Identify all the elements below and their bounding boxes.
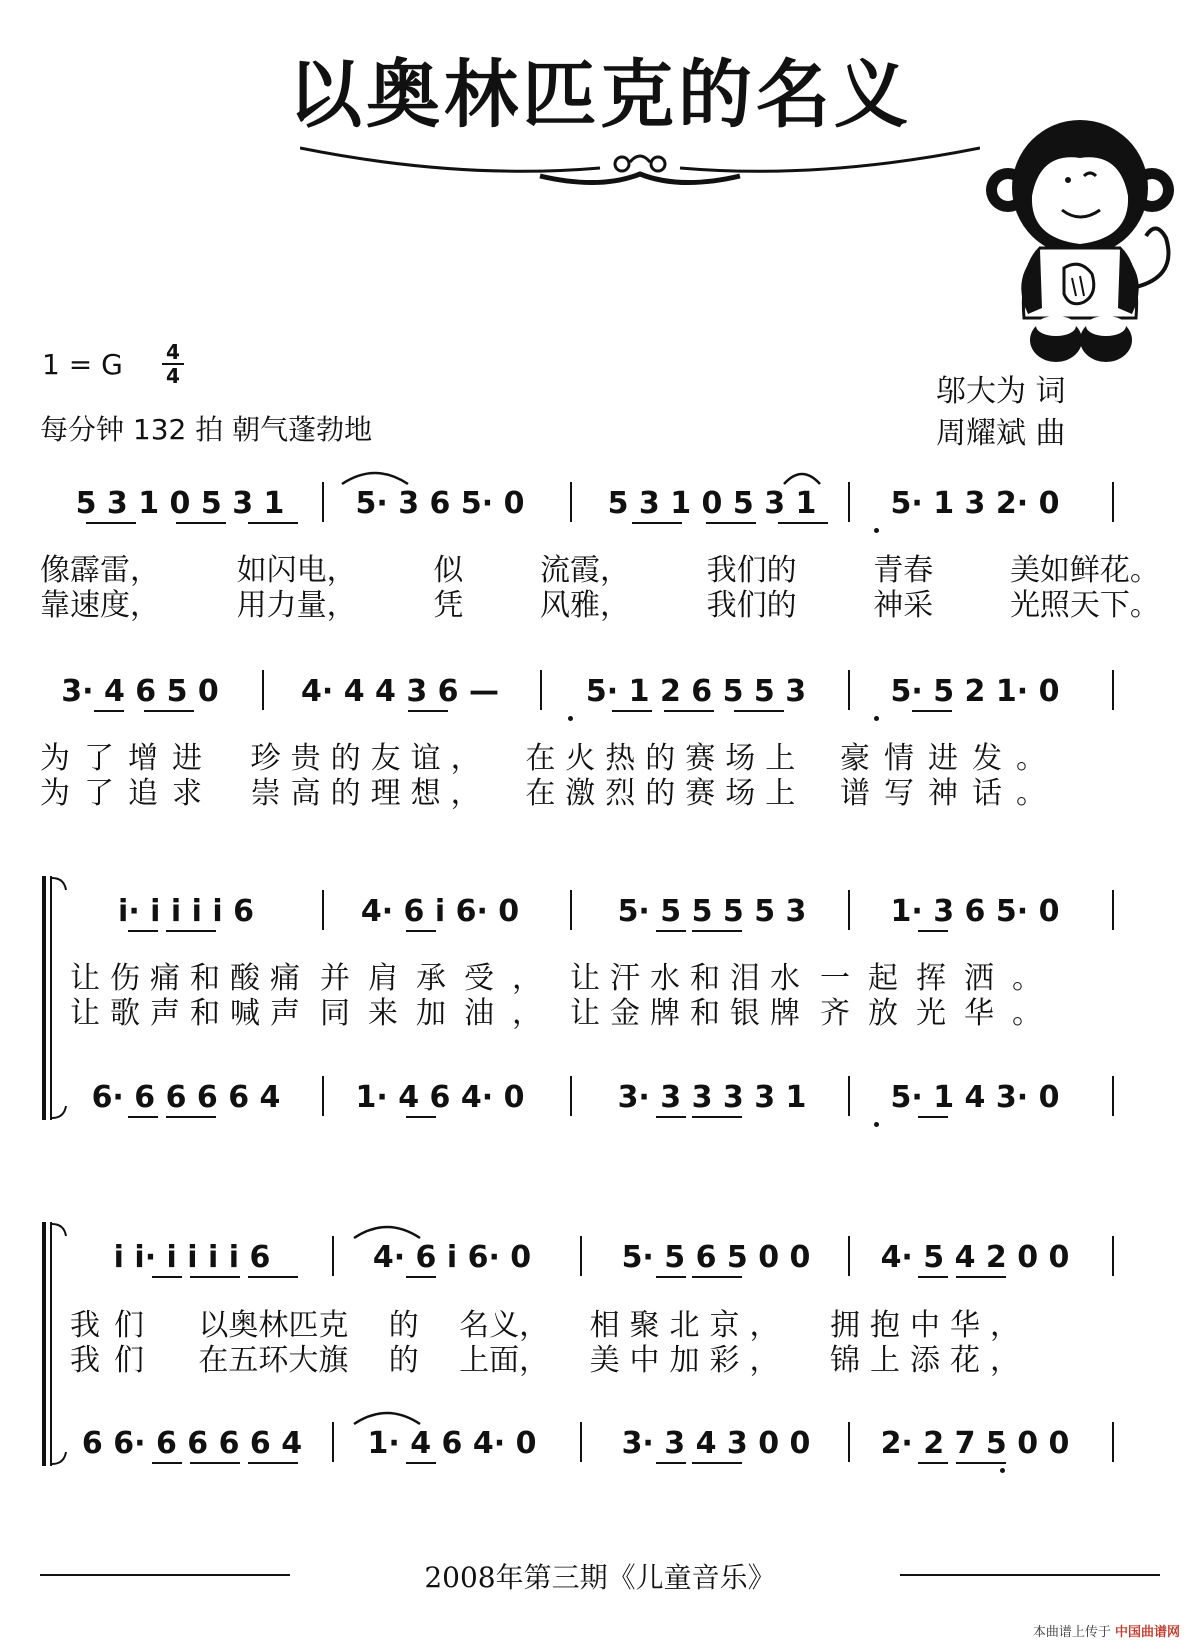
underline [94,710,124,712]
lyric: 风雅， [539,588,630,623]
lyric-line-2b [40,768,1060,812]
lyric: 光照天下。 [1009,588,1160,623]
measure-4-notes: 5· 1 3 2· 0 [890,486,1060,521]
lyric: 我们 [70,1308,158,1343]
underline [778,522,828,524]
underline [408,710,448,712]
barline [540,670,542,710]
lower-octave-dot [874,528,879,533]
lyric: 谱写神话。 [839,776,1060,811]
lyric: 美如鲜花。 [1009,553,1160,588]
monkey-mascot-image [980,118,1180,368]
underline [176,522,226,524]
underline [166,930,216,932]
lyric: 我们的 [706,588,797,623]
lower-octave-dot [568,716,573,721]
lyric: 的 [388,1308,419,1343]
underline [918,930,948,932]
lyric: 美中加彩， [589,1343,790,1378]
underline [918,1276,948,1278]
underline [664,710,714,712]
lyric: 珍贵的友谊， [250,741,491,776]
time-signature-top: 4 [166,340,180,364]
underline [656,1116,686,1118]
key-signature: 1 = G [42,348,123,381]
lyric: 的 [388,1343,419,1378]
measure-2-notes: 4· 6 i 6· 0 [372,1240,532,1275]
measure-1-notes: i i· i i i i 6 [113,1240,271,1275]
measure-3-notes: 5 3 1 0 5 3 1 [607,486,817,521]
lyric: 我们 [70,1343,158,1378]
measure-2-notes: 4· 4 4 3 6 — [301,674,499,709]
measure-2-notes: 1· 4 6 4· 0 [367,1426,537,1461]
underline [912,710,952,712]
underline [692,1276,742,1278]
lyric: 靠速度， [40,588,160,623]
time-signature [162,342,184,386]
lyric: 为了追求 [40,776,216,811]
measure-4-notes: 5· 5 2 1· 0 [890,674,1060,709]
barline [848,1236,850,1276]
lyric: 神采 [873,588,934,623]
barline [322,890,324,930]
lyric-line-1b [40,580,1160,624]
barline [332,1236,334,1276]
lyric: 名义， [459,1308,550,1343]
underline [406,930,436,932]
lyric: 为了增进 [40,741,216,776]
barline [1112,890,1114,930]
barline [848,670,850,710]
underline [406,1116,436,1118]
underline [248,1276,298,1278]
barline [848,482,850,522]
underline [692,1116,742,1118]
lyric: 崇高的理想， [250,776,491,811]
measure-4-notes: 1· 3 6 5· 0 [890,894,1060,929]
measure-3-notes: 3· 3 3 3 3 1 [617,1080,807,1115]
lyric: 以奥林匹克 [198,1308,349,1343]
slur [352,1220,422,1240]
slur [340,466,410,486]
barline [580,1236,582,1276]
system-brace [42,876,68,1120]
underline [406,1462,436,1464]
lower-octave-dot [1000,1468,1005,1473]
underline [656,1462,686,1464]
lyric: 相聚北京， [589,1308,790,1343]
lyric-line-3b [70,988,1060,1032]
lyric: 让金牌和银牌 [570,996,810,1031]
barline [848,1076,850,1116]
measure-1-notes: 6· 6 6 6 6 4 [91,1080,281,1115]
barline [1112,1422,1114,1462]
lyric: 凭 [433,588,464,623]
measure-2-notes: 4· 6 i 6· 0 [360,894,520,929]
lyric: 一起挥洒。 [820,961,1060,996]
lyric: 上面， [459,1343,550,1378]
underline [918,1462,948,1464]
lyric: 同来加油， [320,996,560,1031]
underline [692,930,742,932]
underline [166,1116,216,1118]
lyric: 并肩承受， [320,961,560,996]
measure-3-notes: 3· 3 4 3 0 0 [621,1426,811,1461]
underline [734,710,784,712]
barline [848,890,850,930]
measure-2-notes: 1· 4 6 4· 0 [355,1080,525,1115]
underline [956,1462,1006,1464]
lyric: 像霹雷， [40,553,160,588]
system-brace [42,1222,68,1466]
lyric: 在火热的赛场上 [525,741,806,776]
barline [580,1422,582,1462]
barline [262,670,264,710]
underline [706,522,756,524]
lyricist-credit: 邬大为 词 [936,374,1066,409]
measure-1-notes: 6 6· 6 6 6 6 4 [81,1426,303,1461]
underline [152,1462,182,1464]
lyric: 用力量， [236,588,357,623]
lower-octave-dot [874,1122,879,1127]
measure-4-notes: 4· 5 4 2 0 0 [880,1240,1070,1275]
slur [352,1406,422,1426]
slur [782,468,822,486]
measure-3-notes: 5· 5 5 5 5 3 [617,894,807,929]
underline [692,1462,742,1464]
lyric-line-4b [70,1335,1030,1379]
underline [190,1276,240,1278]
watermark-prefix: 本曲谱上传于 [1032,1625,1111,1640]
lyric: 流霞， [539,553,630,588]
song-title: 以奥林匹克的名义 [288,52,912,138]
measure-4-notes: 2· 2 7 5 0 0 [880,1426,1070,1461]
lower-octave-dot [874,716,879,721]
measure-3-notes: 5· 1 2 6 5 5 3 [585,674,807,709]
lyric: 如闪电， [236,553,357,588]
measure-4-notes: 5· 1 4 3· 0 [890,1080,1060,1115]
lyric: 让伤痛和酸痛 [70,961,310,996]
underline [956,1276,1006,1278]
lyric: 在激烈的赛场上 [525,776,806,811]
measure-1-notes: i· i i i i 6 [118,894,254,929]
barline [322,1076,324,1116]
underline [86,522,136,524]
underline [248,1462,298,1464]
underline [918,1116,948,1118]
time-signature-bottom: 4 [166,364,180,388]
underline [128,930,158,932]
barline [1112,482,1114,522]
measure-3-notes: 5· 5 6 5 0 0 [621,1240,811,1275]
underline [152,1276,182,1278]
barline [1112,1076,1114,1116]
lyric: 在五环大旗 [198,1343,349,1378]
title-ornament [300,140,980,200]
underline [248,522,298,524]
lyric: 豪情进发。 [839,741,1060,776]
measure-2-notes: 5· 3 6 5· 0 [355,486,525,521]
barline [1112,1236,1114,1276]
lyric: 拥抱中华， [829,1308,1030,1343]
lyric: 让歌声和喊声 [70,996,310,1031]
publication-source: 2008年第三期《儿童音乐》 [424,1561,776,1594]
tempo-marking: 每分钟 132 拍 朝气蓬勃地 [40,413,373,446]
lyric: 似 [433,553,464,588]
lyric: 让汗水和泪水 [570,961,810,996]
measure-1-notes: 3· 4 6 5 0 [61,674,219,709]
underline [656,930,686,932]
underline [406,1276,436,1278]
underline [632,522,682,524]
underline [190,1462,240,1464]
barline [322,482,324,522]
lyric: 锦上添花， [829,1343,1030,1378]
barline [332,1422,334,1462]
lyric: 青春 [873,553,934,588]
barline [1112,670,1114,710]
underline [144,710,194,712]
watermark [1033,1621,1180,1640]
barline [848,1422,850,1462]
measure-1-notes: 5 3 1 0 5 3 1 [75,486,285,521]
composer-credit: 周耀斌 曲 [936,416,1066,451]
lyric: 齐放光华。 [820,996,1060,1031]
barline [570,1076,572,1116]
underline [128,1116,158,1118]
underline [612,710,652,712]
barline [570,890,572,930]
underline [656,1276,686,1278]
barline [570,482,572,522]
lyric: 我们的 [706,553,797,588]
watermark-brand[interactable]: 中国曲谱网 [1114,1625,1180,1640]
